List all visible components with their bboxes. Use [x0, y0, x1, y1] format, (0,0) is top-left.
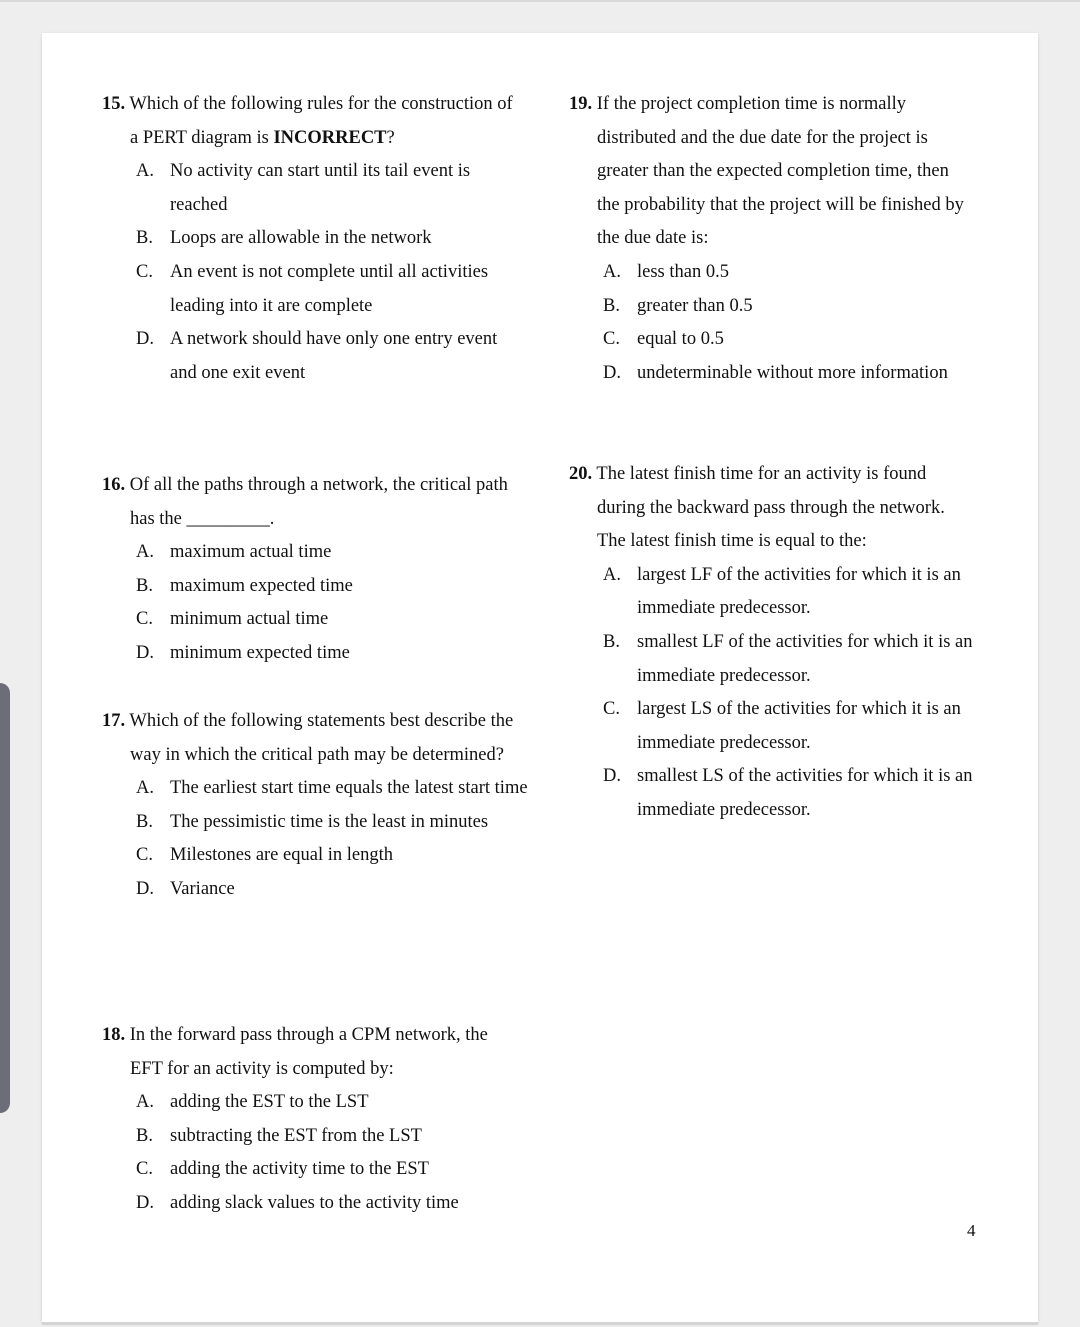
question-16-stem-text: Of all the paths through a network, the critical path has the _________.	[129, 475, 508, 529]
question-16-option-d	[102, 637, 512, 671]
question-19-option-d	[569, 357, 979, 391]
option-text: adding the activity time to the EST	[170, 1159, 429, 1180]
option-letter: C.	[136, 845, 153, 866]
question-17-stem-text: Which of the following statements best describe the way in which the critical path may be determined?	[129, 711, 514, 765]
question-20-option-c	[569, 693, 967, 760]
option-letter: A.	[136, 161, 154, 182]
option-letter: B.	[603, 295, 620, 316]
option-letter: D.	[603, 362, 621, 383]
option-letter: A.	[136, 1092, 154, 1113]
option-letter: A.	[603, 564, 621, 585]
page-bottom-edge	[42, 1322, 1038, 1325]
document-page	[42, 33, 1038, 1323]
option-text: A network should have only one entry event and one exit event	[170, 329, 498, 383]
option-letter: D.	[136, 642, 154, 663]
option-text: smallest LS of the activities for which it is an immediate predecessor.	[637, 766, 973, 820]
question-19-option-b	[569, 290, 979, 324]
option-letter: D.	[603, 766, 621, 787]
question-16	[102, 469, 512, 671]
option-letter: A.	[603, 261, 621, 282]
question-18-option-d	[102, 1187, 522, 1221]
question-19-stem-text: If the project completion time is normally distributed and the due date for the project is greater than the expected completion time, then the probability that the project will be finished by the due date is:	[596, 94, 964, 249]
option-text: Milestones are equal in length	[170, 845, 393, 866]
question-15	[102, 88, 522, 390]
question-17-option-a	[102, 772, 532, 806]
option-letter: C.	[136, 609, 153, 630]
question-15-option-b	[102, 222, 522, 256]
question-16-option-c	[102, 603, 512, 637]
question-17-option-c	[102, 839, 532, 873]
question-17-option-d	[102, 873, 532, 907]
question-15-option-c	[102, 256, 522, 323]
option-text: adding slack values to the activity time	[170, 1192, 459, 1213]
question-19	[569, 88, 979, 390]
option-text: Variance	[170, 878, 235, 899]
option-text: The earliest start time equals the latest start time	[170, 778, 528, 799]
option-letter: C.	[136, 261, 153, 282]
question-20-number: 20.	[569, 464, 593, 484]
option-text: maximum actual time	[170, 542, 332, 563]
option-text: less than 0.5	[637, 261, 729, 282]
question-19-stem	[569, 88, 975, 256]
question-19-option-c	[569, 323, 979, 357]
option-letter: C.	[136, 1159, 153, 1180]
question-15-option-a	[102, 155, 522, 222]
option-text: greater than 0.5	[637, 295, 753, 316]
question-15-number: 15.	[102, 94, 126, 114]
option-text: Loops are allowable in the network	[170, 228, 432, 249]
option-letter: C.	[603, 699, 620, 720]
option-letter: B.	[136, 575, 153, 596]
option-text: The pessimistic time is the least in minutes	[170, 811, 489, 832]
question-18-stem	[102, 1019, 522, 1086]
question-15-stem-tail: ?	[386, 127, 395, 148]
option-text: largest LS of the activities for which it is an immediate predecessor.	[637, 699, 961, 753]
question-18-stem-text: In the forward pass through a CPM network, the EFT for an activity is computed by:	[129, 1025, 488, 1079]
question-20-option-b	[569, 626, 977, 693]
option-text: largest LF of the activities for which it is an immediate predecessor.	[637, 564, 961, 619]
question-15-option-d	[102, 323, 500, 390]
option-text: smallest LF of the activities for which it is an immediate predecessor.	[637, 631, 973, 686]
option-letter: D.	[136, 878, 154, 899]
option-text: undeterminable without more information	[637, 362, 948, 383]
option-letter: D.	[136, 1192, 154, 1213]
question-15-stem-emphasis: INCORRECT	[273, 127, 387, 148]
option-letter: A.	[136, 542, 154, 563]
question-17-number: 17.	[102, 711, 126, 731]
option-letter: B.	[603, 631, 620, 652]
side-scroll-handle[interactable]	[0, 683, 10, 1113]
option-text: subtracting the EST from the LST	[170, 1125, 422, 1146]
option-letter: B.	[136, 1125, 153, 1146]
option-text: No activity can start until its tail event is reached	[170, 161, 471, 215]
option-text: minimum expected time	[170, 642, 350, 663]
question-20	[569, 458, 979, 828]
question-19-number: 19.	[569, 94, 593, 114]
question-20-stem	[569, 458, 975, 559]
option-text: minimum actual time	[170, 609, 329, 630]
question-18-number: 18.	[102, 1025, 126, 1045]
option-letter: D.	[136, 329, 154, 350]
question-16-stem	[102, 469, 512, 536]
option-text: An event is not complete until all activities leading into it are complete	[170, 261, 489, 316]
option-text: maximum expected time	[170, 575, 353, 596]
question-18-option-c	[102, 1153, 522, 1187]
question-16-option-a	[102, 536, 512, 570]
question-17-stem	[102, 705, 535, 772]
question-19-option-a	[569, 256, 979, 290]
question-18	[102, 1019, 522, 1221]
question-18-option-b	[102, 1120, 522, 1154]
option-letter: C.	[603, 329, 620, 350]
option-letter: B.	[136, 811, 153, 832]
question-20-option-a	[569, 559, 967, 626]
option-text: equal to 0.5	[637, 329, 724, 350]
option-letter: B.	[136, 228, 153, 249]
option-text: adding the EST to the LST	[170, 1092, 369, 1113]
question-16-number: 16.	[102, 475, 126, 495]
page-number: 4	[967, 1221, 976, 1240]
question-17-option-b	[102, 806, 532, 840]
question-20-option-d	[569, 760, 977, 827]
question-20-stem-text: The latest finish time for an activity is found during the backward pass through the network. The latest finish time is equal to the:	[596, 464, 945, 552]
top-divider	[0, 0, 1080, 2]
question-16-option-b	[102, 570, 512, 604]
question-17	[102, 705, 532, 907]
question-15-stem	[102, 88, 522, 155]
option-letter: A.	[136, 778, 154, 799]
question-15-stem-text: Which of the following rules for the construction of a PERT diagram is	[129, 94, 513, 148]
question-18-option-a	[102, 1086, 522, 1120]
